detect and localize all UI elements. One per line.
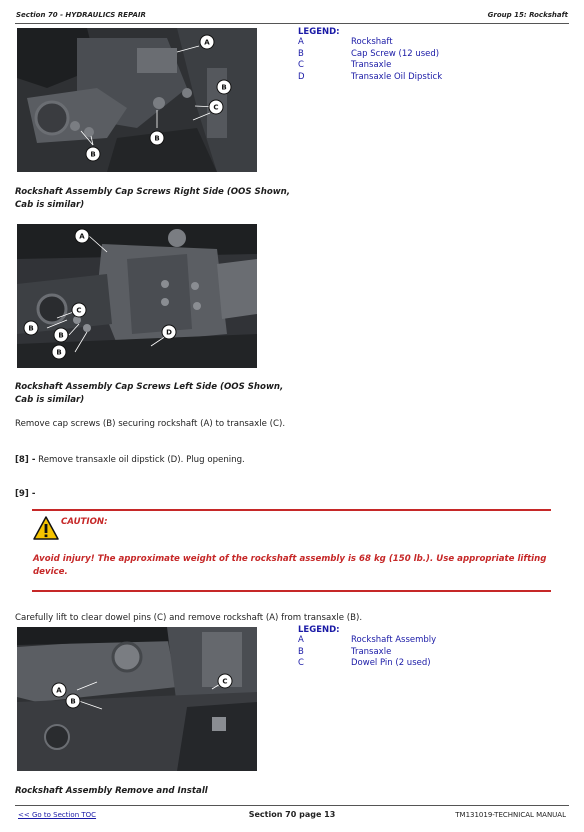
remove-cap-screws-text: Remove cap screws (B) securing rockshaft (A) to transaxle (C). (15, 419, 286, 429)
rockshaft-right-side-photo (17, 28, 257, 172)
step-8-label: [8] - (15, 455, 36, 465)
figure1-caption: Rockshaft Assembly Cap Screws Right Side (OOS Shown, Cab is similar) (15, 187, 291, 210)
legend-row: C Dowel Pin (2 used) (298, 658, 431, 668)
group-header: Group 15: Rockshaft (487, 11, 568, 19)
legend-row: A Rockshaft (298, 37, 393, 47)
caution-bottom-rule (32, 590, 551, 592)
svg-text:B: B (70, 697, 76, 706)
caution-top-rule (32, 509, 551, 511)
legend-title: LEGEND: (298, 625, 340, 635)
svg-text:A: A (56, 686, 62, 695)
step-9-label: [9] - (15, 489, 36, 499)
callout-b (86, 147, 100, 161)
callout-b (54, 328, 68, 342)
rockshaft-left-side-photo (17, 224, 257, 368)
rockshaft-remove-install-photo (17, 627, 257, 771)
step-8-text: Remove transaxle oil dipstick (D). Plug opening. (35, 455, 245, 465)
figure2-caption: Rockshaft Assembly Cap Screws Left Side (OOS Shown, Cab is similar) (15, 382, 284, 405)
callout-b (52, 345, 66, 359)
svg-text:B: B (221, 83, 227, 92)
callout-b (66, 694, 80, 708)
caution-text: Avoid injury! The approximate weight of the rockshaft assembly is 68 kg (150 lb.). Use appropriate lifting device. (33, 554, 547, 577)
legend-title: LEGEND: (298, 27, 340, 37)
caution-label: CAUTION: (61, 517, 108, 527)
callout-c (72, 303, 86, 317)
callout-c (209, 100, 223, 114)
legend-row: C Transaxle (298, 60, 392, 70)
svg-text:B: B (28, 324, 34, 333)
callout-a (52, 683, 66, 697)
svg-text:A: A (204, 38, 210, 47)
callout-b (24, 321, 38, 335)
footer-divider (15, 805, 569, 806)
legend-figure1 (298, 27, 442, 83)
legend-row: D Transaxle Oil Dipstick (298, 71, 443, 82)
svg-text:B: B (56, 348, 62, 357)
go-to-section-toc-link[interactable]: << Go to Section TOC (18, 811, 97, 819)
callout-d (162, 325, 176, 339)
section-header: Section 70 - HYDRAULICS REPAIR (16, 11, 146, 19)
lift-rockshaft-text: Carefully lift to clear dowel pins (C) and remove rockshaft (A) from transaxle (B). (15, 613, 363, 623)
svg-text:B: B (58, 331, 64, 340)
step-8 (15, 455, 245, 465)
svg-text:C: C (222, 677, 228, 686)
warning-triangle-icon (33, 516, 59, 540)
svg-text:B: B (90, 150, 96, 159)
header-divider (15, 23, 569, 24)
callout-c (218, 674, 232, 688)
callout-b (150, 131, 164, 145)
legend-row: B Cap Screw (12 used) (298, 48, 440, 59)
callout-a (75, 229, 89, 243)
svg-text:B: B (154, 134, 160, 143)
legend-figure3 (298, 625, 436, 670)
svg-text:C: C (213, 103, 219, 112)
figure3-caption: Rockshaft Assembly Remove and Install (15, 786, 208, 796)
legend-row: A Rockshaft Assembly (298, 635, 437, 645)
legend-row: B Transaxle (298, 646, 392, 657)
svg-text:C: C (76, 306, 82, 315)
svg-text:D: D (166, 328, 172, 337)
svg-text:A: A (79, 232, 85, 241)
callout-a (200, 35, 214, 49)
page-number: Section 70 page 13 (248, 810, 336, 819)
callout-b (217, 80, 231, 94)
manual-id: TM131019-TECHNICAL MANUAL (455, 811, 566, 819)
